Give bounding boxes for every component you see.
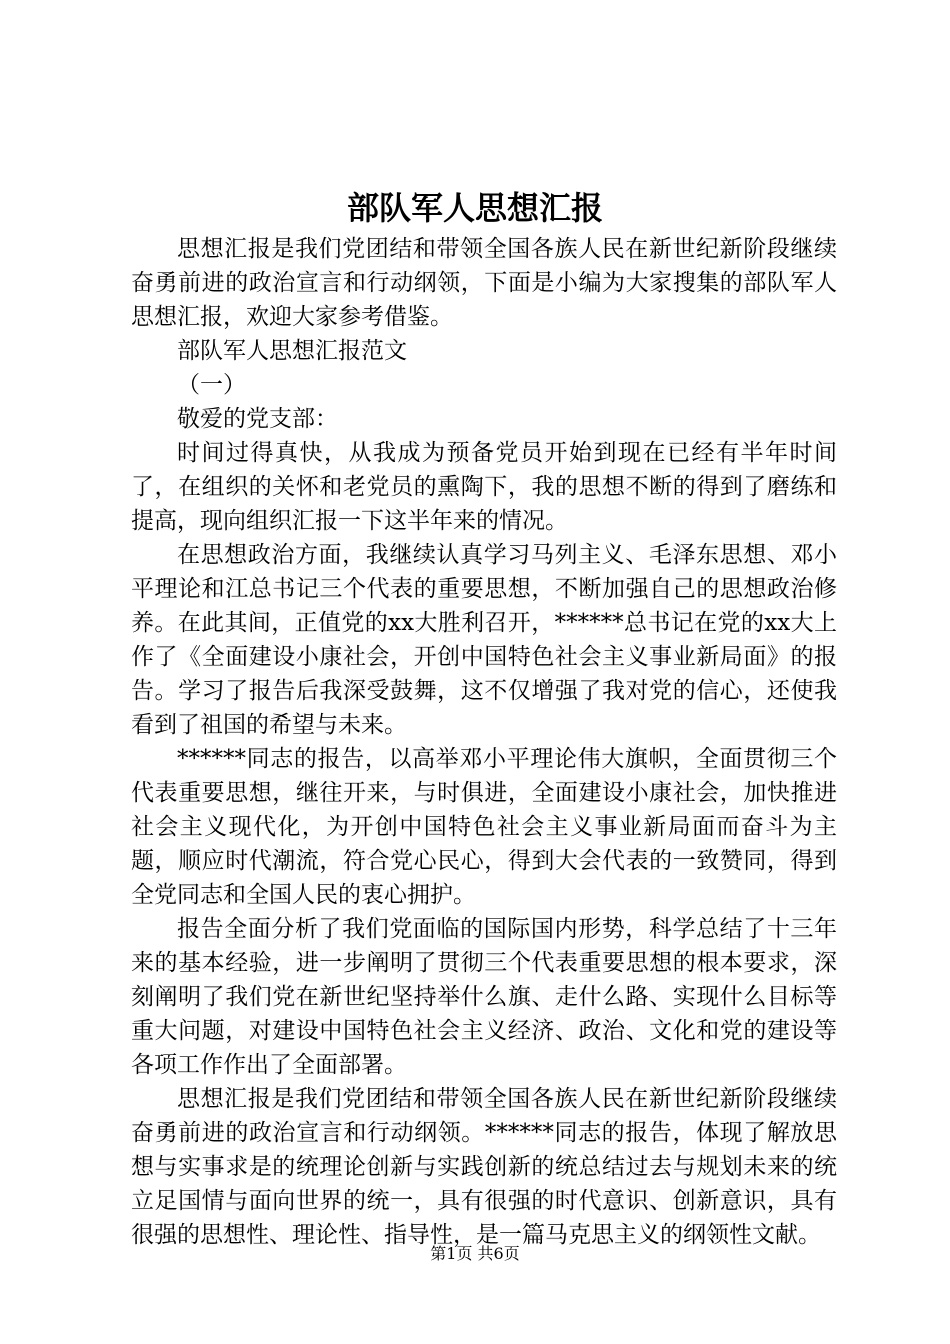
paragraph-body: 在思想政治方面，我继续认真学习马列主义、毛泽东思想、邓小平理论和江总书记三个代表的重要思想，不断加强自己的思想政治修养。在此其间，正值党的xx大胜利召开，******总书记在党的xx大上作了《全面建设小康社会，开创中国特色社会主义事业新局面》的报告。学习了报告后我深受鼓舞，这不仅增强了我对党的信心，还使我看到了祖国的希望与未来。 bbox=[131, 542, 837, 738]
paragraph-subtitle: 部队军人思想汇报范文 bbox=[177, 338, 407, 364]
paragraph-salutation: 敬爱的党支部： bbox=[177, 406, 338, 432]
paragraph-body: 报告全面分析了我们党面临的国际国内形势，科学总结了十三年来的基本经验，进一步阐明了贯彻三个代表重要思想的根本要求，深刻阐明了我们党在新世纪坚持举什么旗、走什么路、实现什么目标等重大问题，对建设中国特色社会主义经济、政治、文化和党的建设等各项工作作出了全面部署。 bbox=[131, 916, 837, 1078]
paragraph-body: 时间过得真快，从我成为预备党员开始到现在已经有半年时间了，在组织的关怀和老党员的熏陶下，我的思想不断的得到了磨练和提高，现向组织汇报一下这半年来的情况。 bbox=[131, 440, 837, 534]
document-body bbox=[131, 232, 837, 1252]
paragraph-body: ******同志的报告，以高举邓小平理论伟大旗帜，全面贯彻三个代表重要思想，继往开来，与时俱进，全面建设小康社会，加快推进社会主义现代化，为开创中国特色社会主义事业新局面而奋斗为主题，顺应时代潮流，符合党心民心，得到大会代表的一致赞同，得到全党同志和全国人民的衷心拥护。 bbox=[131, 746, 837, 908]
paragraph-section-number: （一） bbox=[177, 372, 246, 398]
document-title: 部队军人思想汇报 bbox=[346, 189, 603, 227]
paragraph-intro: 思想汇报是我们党团结和带领全国各族人民在新世纪新阶段继续奋勇前进的政治宣言和行动纲领，下面是小编为大家搜集的部队军人思想汇报，欢迎大家参考借鉴。 bbox=[131, 236, 837, 330]
paragraph-body: 思想汇报是我们党团结和带领全国各族人民在新世纪新阶段继续奋勇前进的政治宣言和行动纲领。******同志的报告，体现了解放思想与实事求是的统理论创新与实践创新的统总结过去与规划未来的统立足国情与面向世界的统一，具有很强的时代意识、创新意识，具有很强的思想性、理论性、指导性，是一篇马克思主义的纲领性文献。 bbox=[131, 1086, 837, 1248]
page-number-footer: 第1页 共6页 bbox=[430, 1244, 520, 1263]
